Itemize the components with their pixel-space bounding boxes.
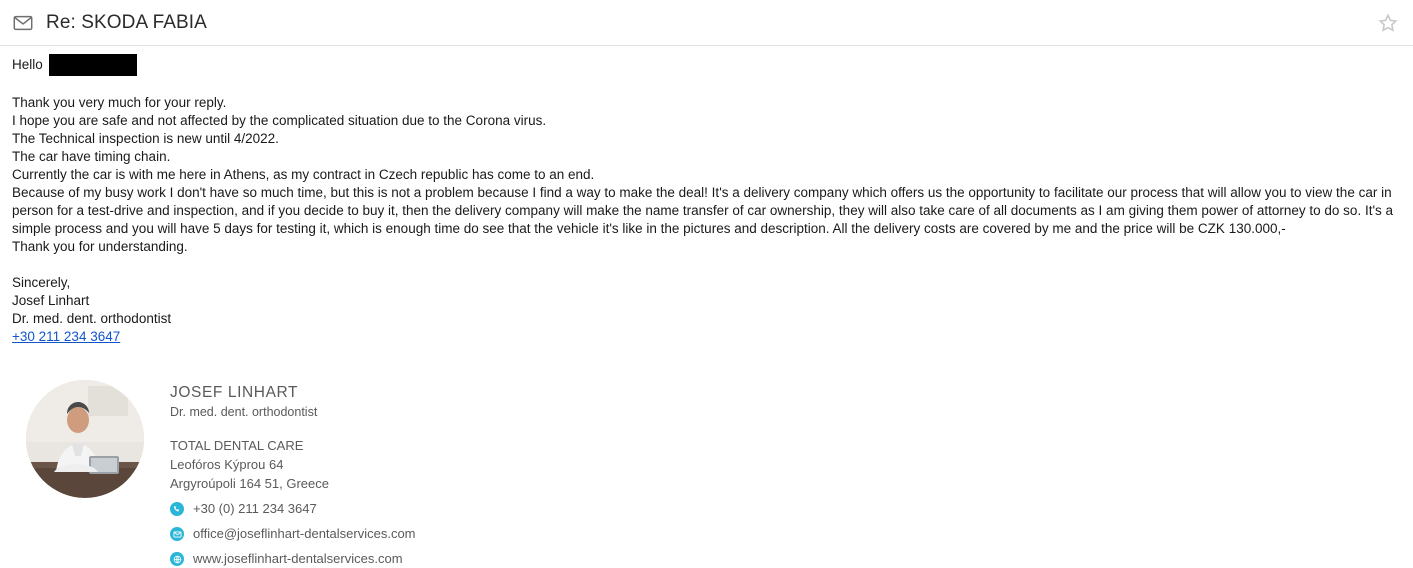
signature-address-line2: Argyroúpoli 164 51, Greece [170, 476, 329, 491]
signature-company: TOTAL DENTAL CARE [170, 438, 304, 453]
paragraph-2: I hope you are safe and not affected by the complicated situation due to the Corona virus. [12, 113, 547, 128]
paragraph-5: Currently the car is with me here in Athens, as my contract in Czech republic has come to an end. [12, 167, 595, 182]
signature-text [170, 380, 416, 568]
signature-website[interactable]: www.joseflinhart-dentalservices.com [193, 551, 403, 566]
envelope-icon [12, 12, 34, 34]
paragraph-7: Thank you for understanding. [12, 239, 188, 254]
redacted-recipient [49, 54, 137, 76]
paragraph-1: Thank you very much for your reply. [12, 95, 227, 110]
star-icon[interactable] [1377, 12, 1399, 34]
signature-card [12, 380, 1401, 568]
blank-line-2 [12, 256, 1401, 274]
email-body [0, 46, 1413, 568]
signature-phone: +30 (0) 211 234 3647 [193, 501, 317, 516]
email-icon [170, 527, 184, 541]
phone-link[interactable]: +30 211 234 3647 [12, 329, 121, 344]
blank-line-1 [12, 76, 1401, 94]
paragraph-6: Because of my busy work I don't have so much time, but this is not a problem because I find a way to make the deal! It's a delivery company which offers us the opportunity to facilitate our process that will allow you to view the car in person for a test-drive and inspection, and if you decide to buy it, then the delivery company will make the name transfer of car ownership, they will also take care of all documents as I am giving them power of attorney to do so. It's a simple process and you will have 5 days for testing it, which is enough time do see that the vehicle it's like in the pictures and description. All the delivery costs are covered by me and the price will be CZK 130.000,- [12, 185, 1394, 236]
closing-line: Sincerely, [12, 275, 71, 290]
globe-icon [170, 552, 184, 566]
signature-website-row [170, 550, 416, 568]
signature-role: Dr. med. dent. orthodontist [170, 405, 318, 419]
greeting-word: Hello [12, 57, 43, 72]
signature-phone-row [170, 500, 416, 518]
signature-email-row [170, 525, 416, 543]
avatar [26, 380, 144, 498]
sender-name: Josef Linhart [12, 293, 90, 308]
signature-address-line1: Leofóros Kýprou 64 [170, 457, 284, 472]
sender-title: Dr. med. dent. orthodontist [12, 311, 172, 326]
paragraph-3: The Technical inspection is new until 4/2022. [12, 131, 279, 146]
signature-name: JOSEF LINHART [170, 384, 299, 401]
greeting [12, 54, 1401, 76]
page-title: Re: SKODA FABIA [46, 11, 207, 33]
paragraph-4: The car have timing chain. [12, 149, 171, 164]
email-header [0, 0, 1413, 46]
signature-email[interactable]: office@joseflinhart-dentalservices.com [193, 526, 416, 541]
phone-icon [170, 502, 184, 516]
